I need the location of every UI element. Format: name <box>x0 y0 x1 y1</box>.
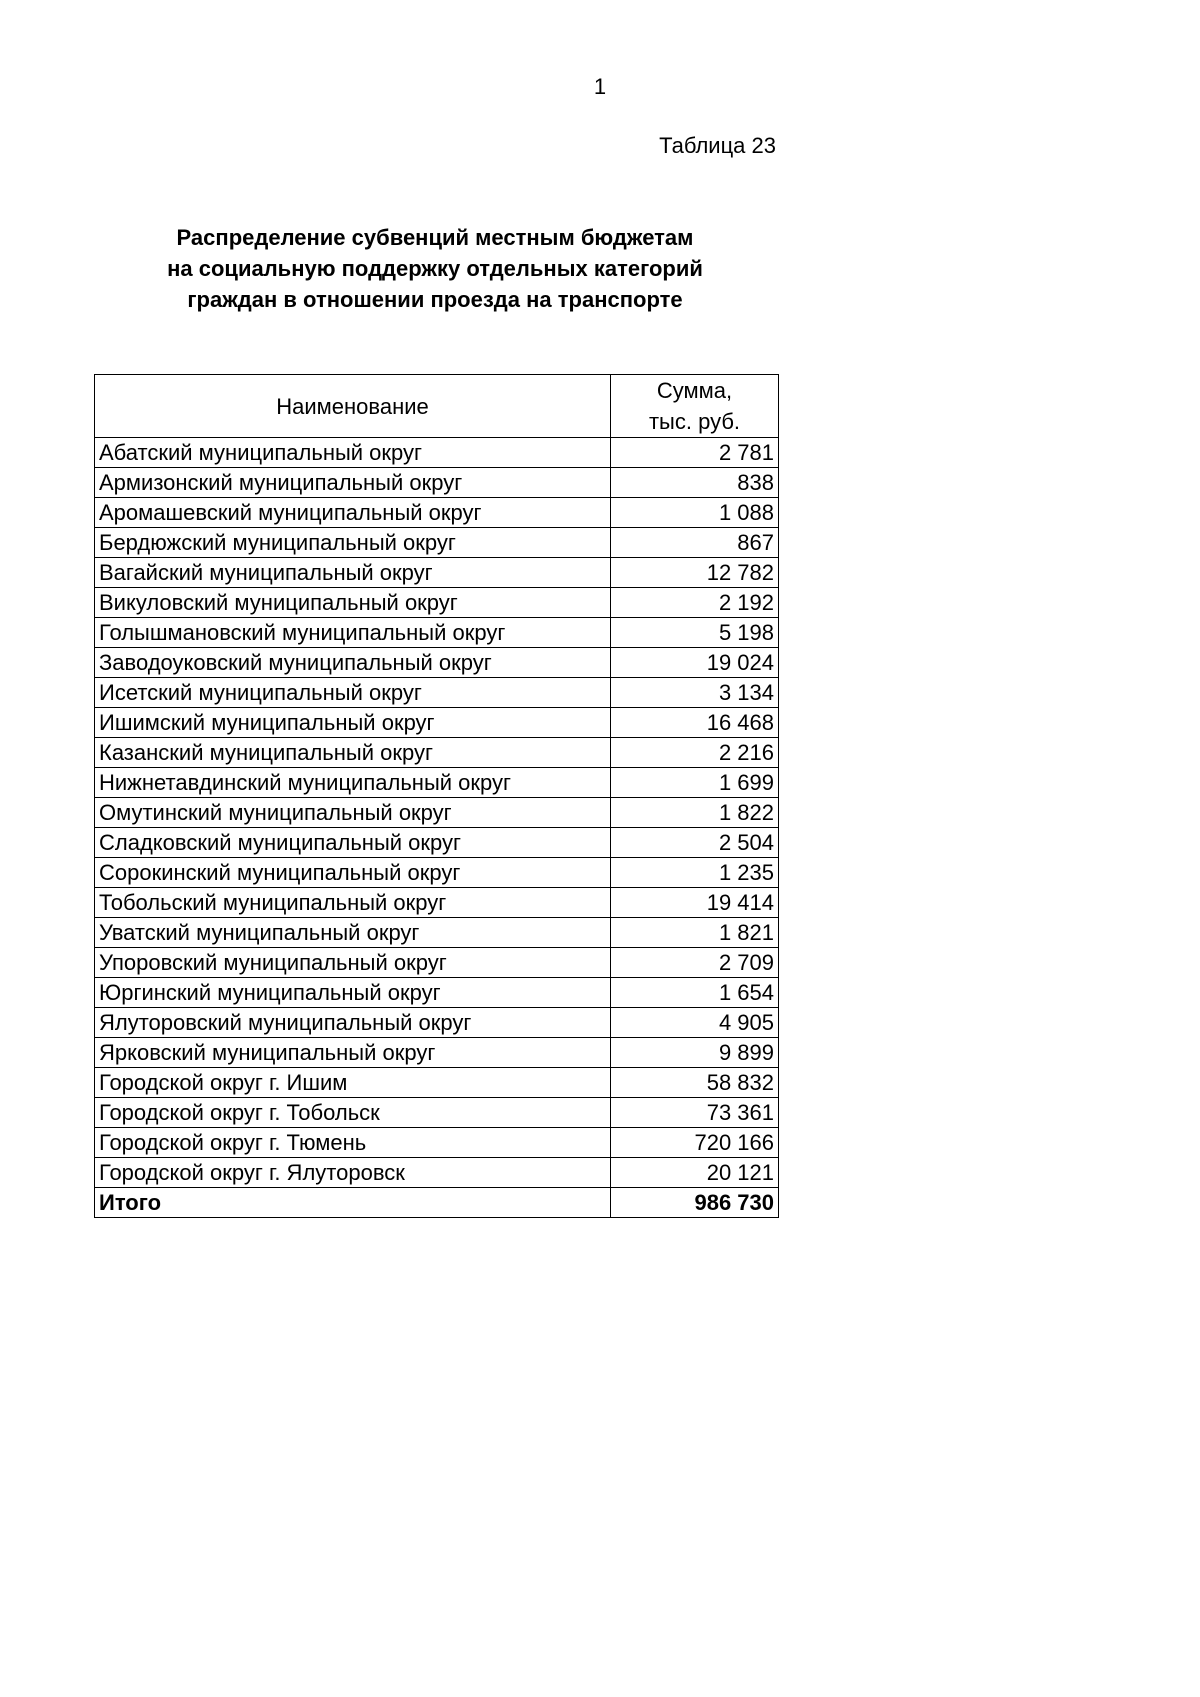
table-row <box>95 888 779 918</box>
table-row <box>95 738 779 768</box>
row-name-cell: Омутинский муниципальный округ <box>95 798 611 828</box>
sum-header-line-1: Сумма, <box>656 378 733 403</box>
row-name-cell: Тобольский муниципальный округ <box>95 888 611 918</box>
title-line: на социальную поддержку отдельных категорий <box>167 256 703 281</box>
row-sum-cell: 1 088 <box>611 498 779 528</box>
subvention-table <box>94 374 779 1218</box>
row-name-cell: Армизонский муниципальный округ <box>95 468 611 498</box>
row-sum-cell: 5 198 <box>611 618 779 648</box>
row-sum-cell: 2 192 <box>611 588 779 618</box>
row-sum-cell: 4 905 <box>611 1008 779 1038</box>
row-name-cell: Викуловский муниципальный округ <box>95 588 611 618</box>
row-name-cell: Голышмановский муниципальный округ <box>95 618 611 648</box>
table-row <box>95 648 779 678</box>
row-name-cell: Абатский муниципальный округ <box>95 438 611 468</box>
table-row <box>95 558 779 588</box>
table-row <box>95 1008 779 1038</box>
row-sum-cell: 20 121 <box>611 1158 779 1188</box>
table-row <box>95 618 779 648</box>
table-row <box>95 588 779 618</box>
row-name-cell: Ярковский муниципальный округ <box>95 1038 611 1068</box>
row-sum-cell: 720 166 <box>611 1128 779 1158</box>
row-name-cell: Городской округ г. Ишим <box>95 1068 611 1098</box>
row-sum-cell: 3 134 <box>611 678 779 708</box>
row-name-cell: Сладковский муниципальный округ <box>95 828 611 858</box>
table-row <box>95 1098 779 1128</box>
row-name-cell: Бердюжский муниципальный округ <box>95 528 611 558</box>
row-sum-cell: 2 781 <box>611 438 779 468</box>
total-row <box>95 1188 779 1218</box>
table-row <box>95 1038 779 1068</box>
page-number: 1 <box>593 74 607 99</box>
title-line: граждан в отношении проезда на транспорте <box>187 287 683 312</box>
table-row <box>95 1128 779 1158</box>
row-sum-cell: 1 699 <box>611 768 779 798</box>
row-name-cell: Исетский муниципальный округ <box>95 678 611 708</box>
total-label-cell: Итого <box>95 1188 611 1218</box>
total-sum-cell: 986 730 <box>611 1188 779 1218</box>
row-name-cell: Упоровский муниципальный округ <box>95 948 611 978</box>
row-name-cell: Городской округ г. Тобольск <box>95 1098 611 1128</box>
table-row <box>95 678 779 708</box>
row-sum-cell: 1 821 <box>611 918 779 948</box>
table-body <box>95 438 779 1218</box>
name-column-header: Наименование <box>95 375 611 438</box>
row-sum-cell: 73 361 <box>611 1098 779 1128</box>
row-sum-cell: 19 024 <box>611 648 779 678</box>
table-row <box>95 858 779 888</box>
row-name-cell: Казанский муниципальный округ <box>95 738 611 768</box>
table-row <box>95 708 779 738</box>
table-row <box>95 1158 779 1188</box>
table-row <box>95 828 779 858</box>
row-name-cell: Ялуторовский муниципальный округ <box>95 1008 611 1038</box>
table-row <box>95 948 779 978</box>
sum-column-header <box>611 375 779 438</box>
table-row <box>95 918 779 948</box>
row-sum-cell: 9 899 <box>611 1038 779 1068</box>
row-sum-cell: 1 654 <box>611 978 779 1008</box>
table-row <box>95 468 779 498</box>
row-sum-cell: 2 709 <box>611 948 779 978</box>
table-row <box>95 498 779 528</box>
row-sum-cell: 58 832 <box>611 1068 779 1098</box>
row-name-cell: Вагайский муниципальный округ <box>95 558 611 588</box>
row-sum-cell: 12 782 <box>611 558 779 588</box>
document-title <box>94 222 776 315</box>
table-header-row <box>95 375 779 438</box>
row-sum-cell: 2 216 <box>611 738 779 768</box>
row-name-cell: Городской округ г. Ялуторовск <box>95 1158 611 1188</box>
row-sum-cell: 867 <box>611 528 779 558</box>
table-label: Таблица 23 <box>659 133 776 158</box>
row-name-cell: Аромашевский муниципальный округ <box>95 498 611 528</box>
table-row <box>95 528 779 558</box>
row-sum-cell: 1 235 <box>611 858 779 888</box>
row-name-cell: Нижнетавдинский муниципальный округ <box>95 768 611 798</box>
row-name-cell: Уватский муниципальный округ <box>95 918 611 948</box>
table-row <box>95 1068 779 1098</box>
row-sum-cell: 1 822 <box>611 798 779 828</box>
table-row <box>95 768 779 798</box>
row-sum-cell: 16 468 <box>611 708 779 738</box>
row-name-cell: Заводоуковский муниципальный округ <box>95 648 611 678</box>
title-line: Распределение субвенций местным бюджетам <box>176 225 694 250</box>
sum-header-line-2: тыс. руб. <box>648 409 741 434</box>
row-name-cell: Ишимский муниципальный округ <box>95 708 611 738</box>
row-name-cell: Юргинский муниципальный округ <box>95 978 611 1008</box>
row-name-cell: Сорокинский муниципальный округ <box>95 858 611 888</box>
row-sum-cell: 19 414 <box>611 888 779 918</box>
row-name-cell: Городской округ г. Тюмень <box>95 1128 611 1158</box>
table-row <box>95 438 779 468</box>
table-row <box>95 978 779 1008</box>
row-sum-cell: 838 <box>611 468 779 498</box>
table-row <box>95 798 779 828</box>
row-sum-cell: 2 504 <box>611 828 779 858</box>
